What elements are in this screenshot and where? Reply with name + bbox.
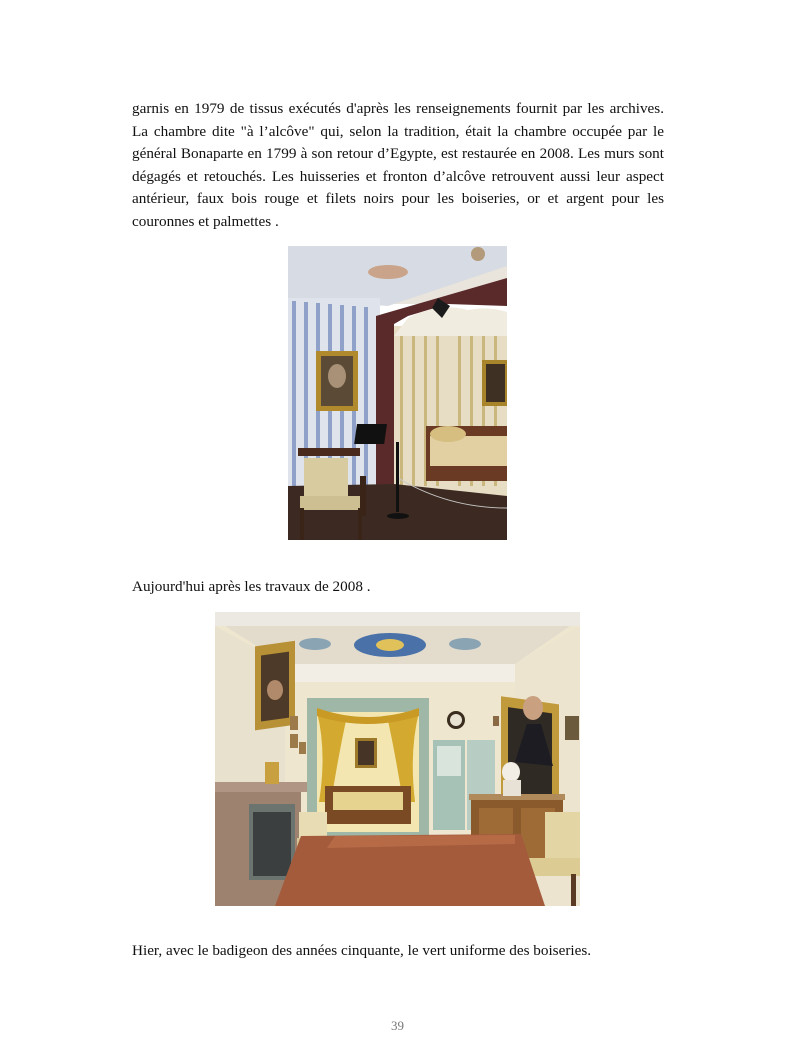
- photo-bedroom-green-woodwork: [215, 612, 580, 906]
- page-number: 39: [391, 1018, 404, 1033]
- caption-today: Aujourd'hui après les travaux de 2008 .: [132, 578, 371, 595]
- caption-yesterday: Hier, avec le badigeon des années cinquante, le vert uniforme des boiseries.: [132, 942, 592, 959]
- photo-alcove-bedroom-2008: [288, 246, 507, 540]
- body-paragraph: garnis en 1979 de tissus exécutés d'après les renseignements fournit par les archives. La chambre dite "à l’alcôve" qui, selon la tradition, était la chambre occupée par le général Bonaparte en 1799 à son retour d’Egypte, est restaurée en 2008. Les murs sont dégagés et retouchés. Les huisseries et fronton d’alcôve retrouvent aussi leur aspect antérieur, faux bois rouge et filets noirs pour les boiseries, or et argent pour les couronnes et palmettes .: [132, 100, 664, 230]
